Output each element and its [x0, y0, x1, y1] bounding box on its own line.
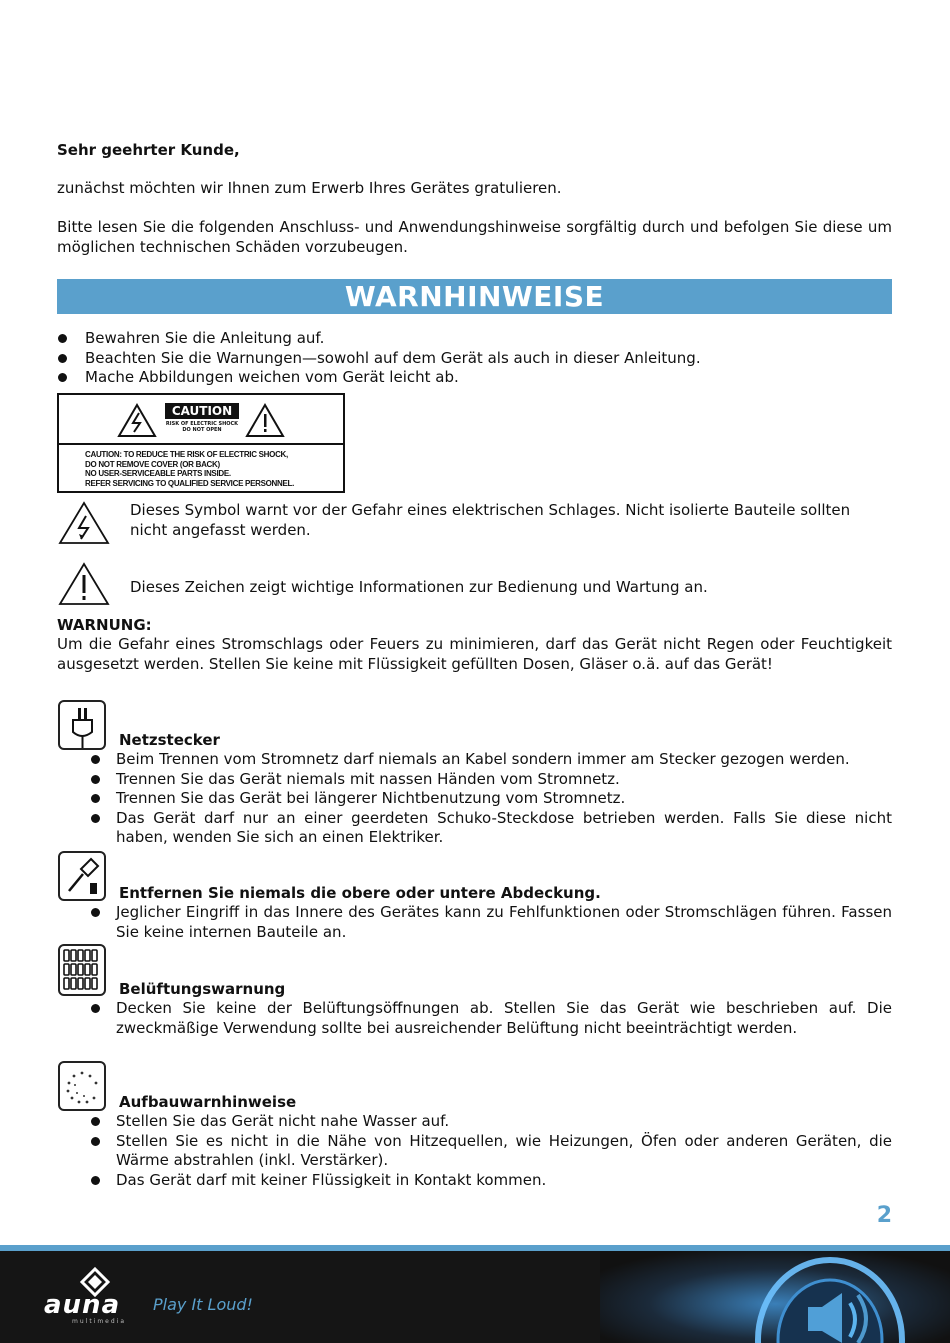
symbol-electric-text: Dieses Symbol warnt vor der Gefahr eines elektrischen Schlages. Nicht isolierte Bauteile sollten nicht angefasst werden. — [130, 501, 851, 539]
list-item: Stellen Sie das Gerät nicht nahe Wasser auf. — [89, 1112, 892, 1132]
list-item: Das Gerät darf nur an einer geerdeten Schuko-Steckdose betrieben werden. Falls Sie diese nicht haben, wenden Sie sich an einen Elektriker. — [89, 809, 892, 848]
setup-bullet-list — [89, 1112, 892, 1190]
exclamation-warning-icon — [58, 561, 110, 607]
caution-label — [57, 393, 345, 493]
brand-logo: auna — [44, 1290, 121, 1320]
screwdriver-icon — [58, 851, 106, 901]
cover-bullet-list — [89, 903, 892, 942]
list-item: Beim Trennen vom Stromnetz darf niemals an Kabel sondern immer am Stecker gezogen werden. — [89, 750, 892, 770]
list-item: Bewahren Sie die Anleitung auf. — [57, 329, 892, 349]
list-item: Decken Sie keine der Belüftungsöffnungen ab. Stellen Sie das Gerät wie beschrieben auf. Die zweckmäßige Verwendung sollte bei ausreichender Belüftung nicht beeinträchtigt werden. — [89, 999, 892, 1038]
list-item: Stellen Sie es nicht in die Nähe von Hitzequellen, wie Heizungen, Öfen oder anderen Geräten, die Wärme abstrahlen (inkl. Verstärker). — [89, 1132, 892, 1171]
general-bullet-list — [57, 329, 892, 388]
speaker-placement-icon — [58, 1061, 106, 1111]
footer-speaker-graphic — [0, 1245, 950, 1343]
brand-subtitle: multimedia — [72, 1318, 127, 1325]
caution-title: CAUTION — [171, 404, 233, 418]
section-banner: WARNHINWEISE — [57, 279, 892, 314]
caution-subtitle: RISK OF ELECTRIC SHOCK — [165, 421, 239, 427]
warning-title: WARNUNG: — [57, 616, 152, 634]
intro-text: zunächst möchten wir Ihnen zum Erwerb Ihres Gerätes gratulieren. — [57, 179, 562, 197]
plug-icon — [58, 700, 106, 750]
section-title-ventilation: Belüftungswarnung — [119, 980, 286, 998]
list-item: Trennen Sie das Gerät niemals mit nassen Händen vom Stromnetz. — [89, 770, 892, 790]
brand-slogan: Play It Loud! — [153, 1295, 253, 1314]
footer-accent-line — [0, 1245, 950, 1251]
greeting: Sehr geehrter Kunde, — [57, 141, 240, 159]
caution-text — [85, 450, 335, 488]
section-title-plug: Netzstecker — [119, 731, 220, 749]
list-item: Beachten Sie die Warnungen—sowohl auf dem Gerät als auch in dieser Anleitung. — [57, 349, 892, 369]
caution-line: NO USER-SERVICEABLE PARTS INSIDE. — [85, 469, 231, 478]
footer — [0, 1245, 950, 1343]
warning-text: Um die Gefahr eines Stromschlags oder Feuers zu minimieren, darf das Gerät nicht Regen oder Feuchtigkeit ausgesetzt werden. Stellen Sie keine mit Flüssigkeit gefüllten Dosen, Gläser o.ä. auf das Gerät! — [57, 635, 892, 673]
caution-line: REFER SERVICING TO QUALIFIED SERVICE PERSONNEL. — [85, 478, 295, 488]
section-title-setup: Aufbauwarnhinweise — [119, 1093, 297, 1111]
electric-shock-warning-icon — [58, 500, 110, 546]
caution-line: DO NOT REMOVE COVER (OR BACK) — [85, 459, 220, 469]
page-number: 2 — [876, 1203, 892, 1228]
list-item: Trennen Sie das Gerät bei längerer Nichtbenutzung vom Stromnetz. — [89, 789, 892, 809]
plug-bullet-list — [89, 750, 892, 848]
list-item: Mache Abbildungen weichen vom Gerät leicht ab. — [57, 368, 892, 388]
list-item: Das Gerät darf mit keiner Flüssigkeit in Kontakt kommen. — [89, 1171, 892, 1191]
section-title-cover: Entfernen Sie niemals die obere oder untere Abdeckung. — [119, 884, 601, 902]
caution-line: CAUTION: TO REDUCE THE RISK OF ELECTRIC SHOCK, — [85, 450, 288, 459]
caution-subtitle: DO NOT OPEN — [182, 427, 222, 433]
list-item: Jeglicher Eingriff in das Innere des Gerätes kann zu Fehlfunktionen oder Stromschlägen führen. Fassen Sie keine internen Bauteile an. — [89, 903, 892, 942]
intro-instructions: Bitte lesen Sie die folgenden Anschluss- und Anwendungshinweise sorgfältig durch und befolgen Sie diese um möglichen technischen Schäden vorzubeugen. — [57, 218, 892, 256]
ventilation-bullet-list — [89, 999, 892, 1038]
vent-grille-icon — [58, 944, 106, 996]
symbol-info-text: Dieses Zeichen zeigt wichtige Informationen zur Bedienung und Wartung an. — [130, 578, 708, 596]
